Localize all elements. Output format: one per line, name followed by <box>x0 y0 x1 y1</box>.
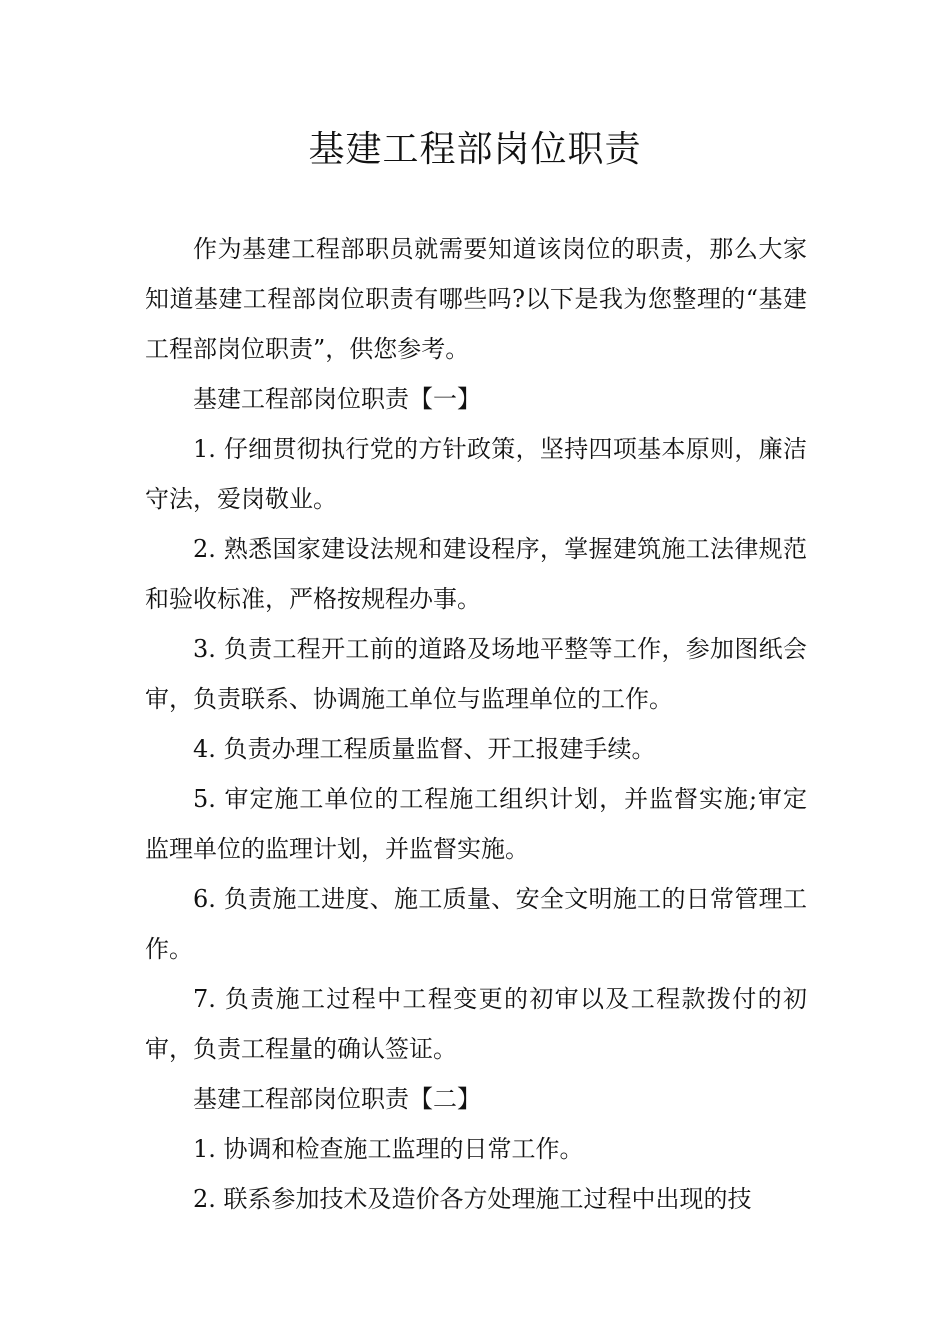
paragraph-intro: 作为基建工程部职员就需要知道该岗位的职责，那么大家知道基建工程部岗位职责有哪些吗?以下是我为您整理的“基建工程部岗位职责”，供您参考。 <box>145 235 807 363</box>
list-item: 2. 熟悉国家建设法规和建设程序，掌握建筑施工法律规范和验收标准，严格按规程办事。 <box>145 535 807 613</box>
section-heading-1: 基建工程部岗位职责【一】 <box>193 385 481 413</box>
list-item: 3. 负责工程开工前的道路及场地平整等工作，参加图纸会审，负责联系、协调施工单位与监理单位的工作。 <box>145 635 807 713</box>
list-item: 1. 协调和检查施工监理的日常工作。 <box>193 1135 584 1163</box>
list-item: 6. 负责施工进度、施工质量、安全文明施工的日常管理工作。 <box>145 885 807 963</box>
list-item: 4. 负责办理工程质量监督、开工报建手续。 <box>193 735 656 763</box>
document-title: 基建工程部岗位职责 <box>308 129 642 170</box>
list-item: 5. 审定施工单位的工程施工组织计划，并监督实施;审定监理单位的监理计划，并监督实施。 <box>145 785 807 863</box>
list-item: 7. 负责施工过程中工程变更的初审以及工程款拨付的初审，负责工程量的确认签证。 <box>145 985 807 1063</box>
list-item: 2. 联系参加技术及造价各方处理施工过程中出现的技 <box>193 1185 752 1213</box>
section-heading-2: 基建工程部岗位职责【二】 <box>193 1085 481 1113</box>
list-item: 1. 仔细贯彻执行党的方针政策，坚持四项基本原则，廉洁守法，爱岗敬业。 <box>145 435 807 513</box>
document-body <box>145 224 807 1224</box>
